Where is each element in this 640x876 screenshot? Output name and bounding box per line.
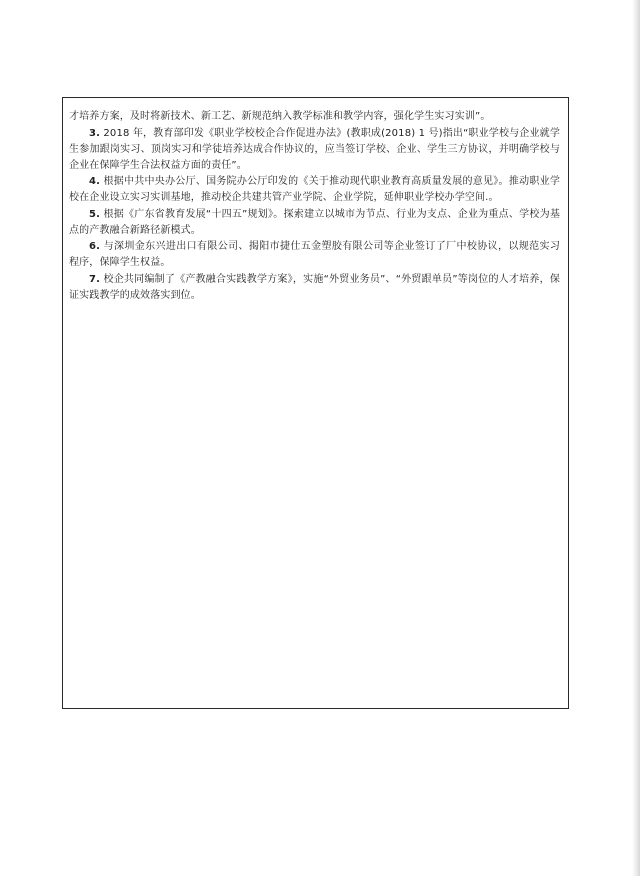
paragraph-item-4: [69, 174, 560, 206]
document-body: [69, 109, 560, 304]
paragraph-number: 3.: [89, 127, 101, 139]
paragraph-text: 根据《广东省教育发展“十四五”规划》。探索建立以城市为节点、行业为支点、企业为重点、学校为基点的产教融合新路径新模式。: [69, 208, 560, 236]
paragraph-number: 4.: [89, 176, 101, 187]
table-cell-frame: [62, 97, 569, 709]
paragraph-text: 2018 年，教育部印发《职业学校校企合作促进办法》(教职成(2018) 1 号)指出“职业学校与企业就学生参加跟岗实习、顶岗实习和学徒培养达成合作协议的，应当签订学校、企业、学生三方协议，并明确学校与企业在保障学生合法权益方面的责任”。: [69, 127, 560, 171]
paragraph-item-6: [69, 239, 560, 271]
scan-page-edge: [632, 0, 640, 876]
paragraph-text: 才培养方案，及时将新技术、新工艺、新规范纳入教学标准和教学内容，强化学生实习实训”。: [69, 111, 491, 122]
paragraph-number: 6.: [89, 241, 101, 252]
paragraph-text: 校企共同编制了《产教融合实践教学方案》，实施“外贸业务员”、“外贸跟单员”等岗位的人才培养，保证实践教学的成效落实到位。: [69, 273, 560, 301]
paragraph-number: 7.: [89, 273, 101, 285]
paragraph-continuation: [69, 109, 560, 125]
paragraph-number: 5.: [89, 208, 101, 220]
paragraph-text: 与深圳金东兴进出口有限公司、揭阳市捷仕五金塑胶有限公司等企业签订了厂中校协议，以规范实习程序，保障学生权益。: [69, 241, 560, 268]
paragraph-item-3: [69, 126, 560, 174]
paragraph-text: 根据中共中央办公厅、国务院办公厅印发的《关于推动现代职业教育高质量发展的意见》。推动职业学校在企业设立实习实训基地，推动校企共建共管产业学院、企业学院，延伸职业学校办学空间.。: [69, 176, 560, 203]
paragraph-item-7: [69, 272, 560, 304]
paragraph-item-5: [69, 207, 560, 239]
